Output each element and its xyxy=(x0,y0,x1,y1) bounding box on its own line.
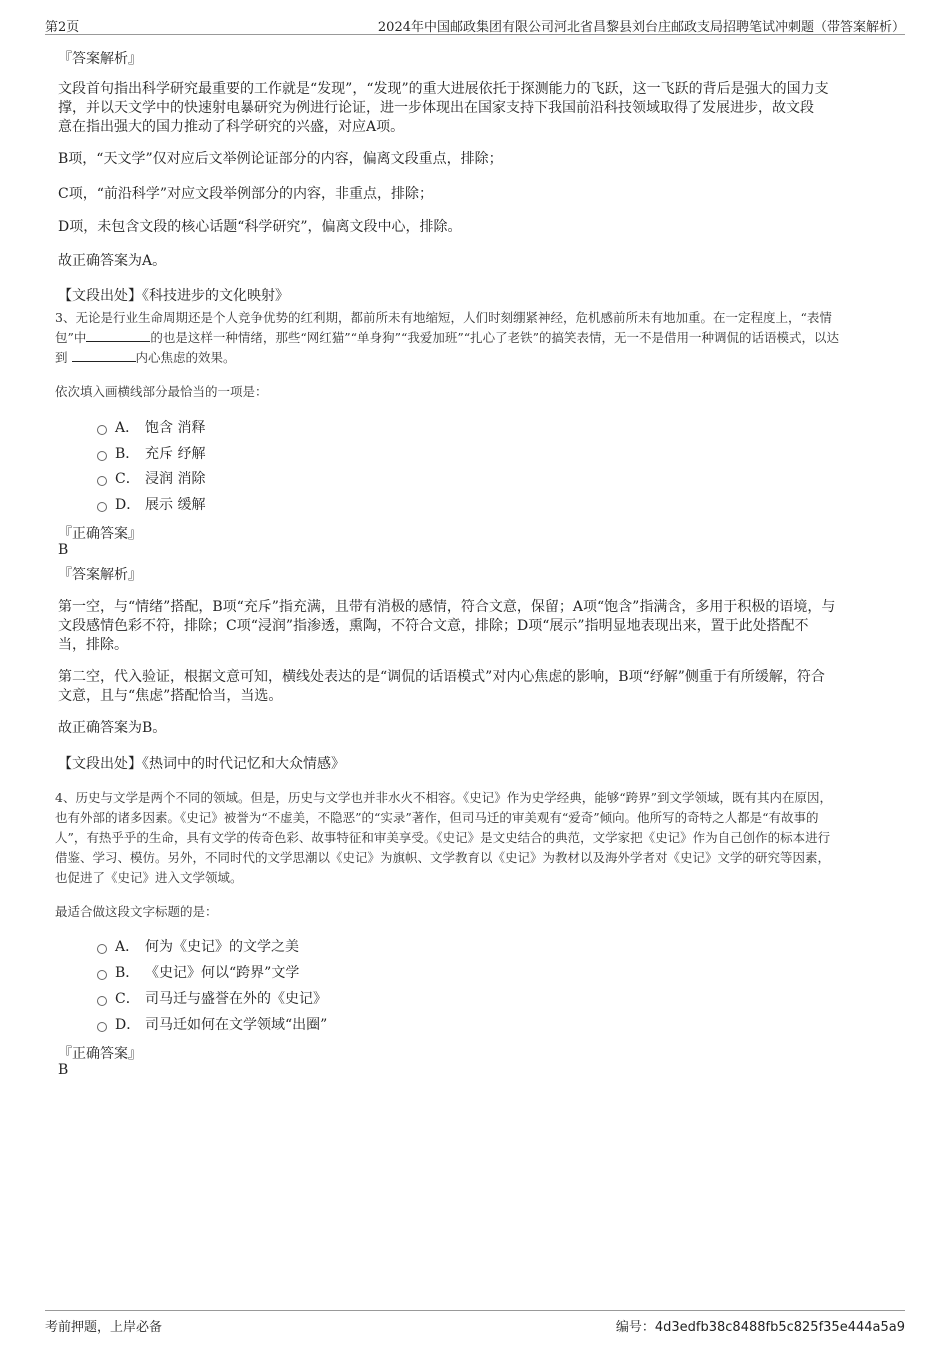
q4-option-b[interactable]: B． 《史记》何以“跨界”文学 xyxy=(97,964,299,982)
correct-answer: B xyxy=(58,542,69,558)
question-3-stem xyxy=(55,308,905,368)
page-footer xyxy=(45,1310,905,1335)
conclusion: 故正确答案为B。 xyxy=(58,720,167,736)
q3-option-c[interactable]: C． 浸润 消除 xyxy=(97,470,205,488)
source-citation: 【文段出处】《热词中的时代记忆和大众情感》 xyxy=(58,756,345,772)
analysis-paragraph-2 xyxy=(58,668,898,706)
question-4-stem xyxy=(55,788,905,888)
analysis-paragraph-1 xyxy=(58,598,898,655)
text-line: 意在指出强大的国力推动了科学研究的兴盛，对应A项。 xyxy=(58,119,405,135)
analysis-option-c: C项，“前沿科学”对应文段举例部分的内容，非重点，排除； xyxy=(58,186,434,202)
page-header xyxy=(45,12,905,35)
radio-icon[interactable] xyxy=(97,1022,107,1032)
fill-blank-1 xyxy=(86,329,150,342)
q4-option-a[interactable]: A． 何为《史记》的文学之美 xyxy=(97,938,299,956)
analysis-option-b: B项，“天文学”仅对应后文举例论证部分的内容，偏离文段重点，排除； xyxy=(58,151,503,167)
conclusion: 故正确答案为A。 xyxy=(58,253,167,269)
source-citation: 【文段出处】《科技进步的文化映射》 xyxy=(58,288,289,304)
radio-icon[interactable] xyxy=(97,476,107,486)
question-4-prompt: 最适合做这段文字标题的是： xyxy=(55,904,218,919)
radio-icon[interactable] xyxy=(97,970,107,980)
document-code: 编号：4d3edfb38c8488fb5c825f35e444a5a9 xyxy=(615,1320,905,1335)
text-line: 第二空，代入验证，根据文意可知，横线处表达的是“调侃的话语模式”对内心焦虑的影响，B项“纾解”侧重于有所缓解，符合 xyxy=(58,669,825,685)
correct-answer-label: 『正确答案』 xyxy=(58,1046,142,1062)
text-line: 文段首句指出科学研究最重要的工作就是“发现”，“发现”的重大进展依托于探测能力的飞跃，这一飞跃的背后是强大的国力支 xyxy=(58,81,829,97)
q3-option-b[interactable]: B． 充斥 纾解 xyxy=(97,445,205,463)
radio-icon[interactable] xyxy=(97,944,107,954)
text-line: 人”，有热乎乎的生命，具有文学的传奇色彩、故事特征和审美享受。《史记》是文史结合的典范，文学家把《史记》作为自己创作的标本进行 xyxy=(55,830,831,845)
text-line: 3、无论是行业生命周期还是个人竞争优势的红利期，都前所未有地缩短，人们时刻绷紧神经，危机感前所未有地加重。在一定程度上，“表情 xyxy=(55,310,832,325)
correct-answer-label: 『正确答案』 xyxy=(58,526,142,542)
text-line: 当，排除。 xyxy=(58,637,128,653)
radio-icon[interactable] xyxy=(97,425,107,435)
radio-icon[interactable] xyxy=(97,502,107,512)
correct-answer: B xyxy=(58,1062,69,1078)
text-line: 撑，并以天文学中的快速射电暴研究为例进行论证，进一步体现出在国家支持下我国前沿科技领域取得了发展进步，故文段 xyxy=(58,100,814,116)
text-line: 第一空，与“情绪”搭配，B项“充斥”指充满，且带有消极的感情，符合文意，保留；A项“饱含”指满含，多用于积极的语境，与 xyxy=(58,599,836,615)
analysis-paragraph xyxy=(58,80,898,137)
document-title: 2024年中国邮政集团有限公司河北省昌黎县刘台庄邮政支局招聘笔试冲刺题（带答案解析） xyxy=(377,20,905,35)
text-line: 也促进了《史记》进入文学领域。 xyxy=(55,870,243,885)
page-number: 第2页 xyxy=(45,20,80,35)
fill-blank-2 xyxy=(72,349,136,362)
q4-option-d[interactable]: D． 司马迁如何在文学领域“出圈” xyxy=(97,1016,327,1034)
q4-option-c[interactable]: C． 司马迁与盛誉在外的《史记》 xyxy=(97,990,327,1008)
analysis-option-d: D项，未包含文段的核心话题“科学研究”，偏离文段中心，排除。 xyxy=(58,219,462,235)
text-line: 文段感情色彩不符，排除；C项“浸润”指渗透，熏陶，不符合文意，排除；D项“展示”指明显地表现出来，置于此处搭配不 xyxy=(58,618,809,634)
analysis-label: 『答案解析』 xyxy=(58,51,142,67)
q3-option-d[interactable]: D． 展示 缓解 xyxy=(97,496,205,514)
text-line: 到 内心焦虑的效果。 xyxy=(55,350,236,365)
radio-icon[interactable] xyxy=(97,996,107,1006)
footer-slogan: 考前押题，上岸必备 xyxy=(45,1320,163,1335)
question-3-prompt: 依次填入画横线部分最恰当的一项是： xyxy=(55,384,268,399)
text-line: 借鉴、学习、模仿。另外，不同时代的文学思潮以《史记》为旗帜、文学教育以《史记》为教材以及海外学者对《史记》文学的研究等因素， xyxy=(55,850,831,865)
q3-option-a[interactable]: A． 饱含 消释 xyxy=(97,419,205,437)
text-line: 4、历史与文学是两个不同的领域。但是，历史与文学也并非水火不相容。《史记》作为史学经典，能够“跨界”到文学领域，既有其内在原因， xyxy=(55,790,832,805)
text-line: 包”中 的也是这样一种情绪，那些“网红猫”“单身狗”“我爱加班”“扎心了老铁”的搞笑表情，无一不是借用一种调侃的话语模式，以达 xyxy=(55,330,840,345)
analysis-label: 『答案解析』 xyxy=(58,567,142,583)
text-line: 也有外部的诸多因素。《史记》被誉为“不虚美，不隐恶”的“实录”著作，但司马迁的审美观有“爱奇”倾向。他所写的奇特之人都是“有故事的 xyxy=(55,810,819,825)
text-line: 文意，且与“焦虑”搭配恰当，当选。 xyxy=(58,688,283,704)
radio-icon[interactable] xyxy=(97,451,107,461)
